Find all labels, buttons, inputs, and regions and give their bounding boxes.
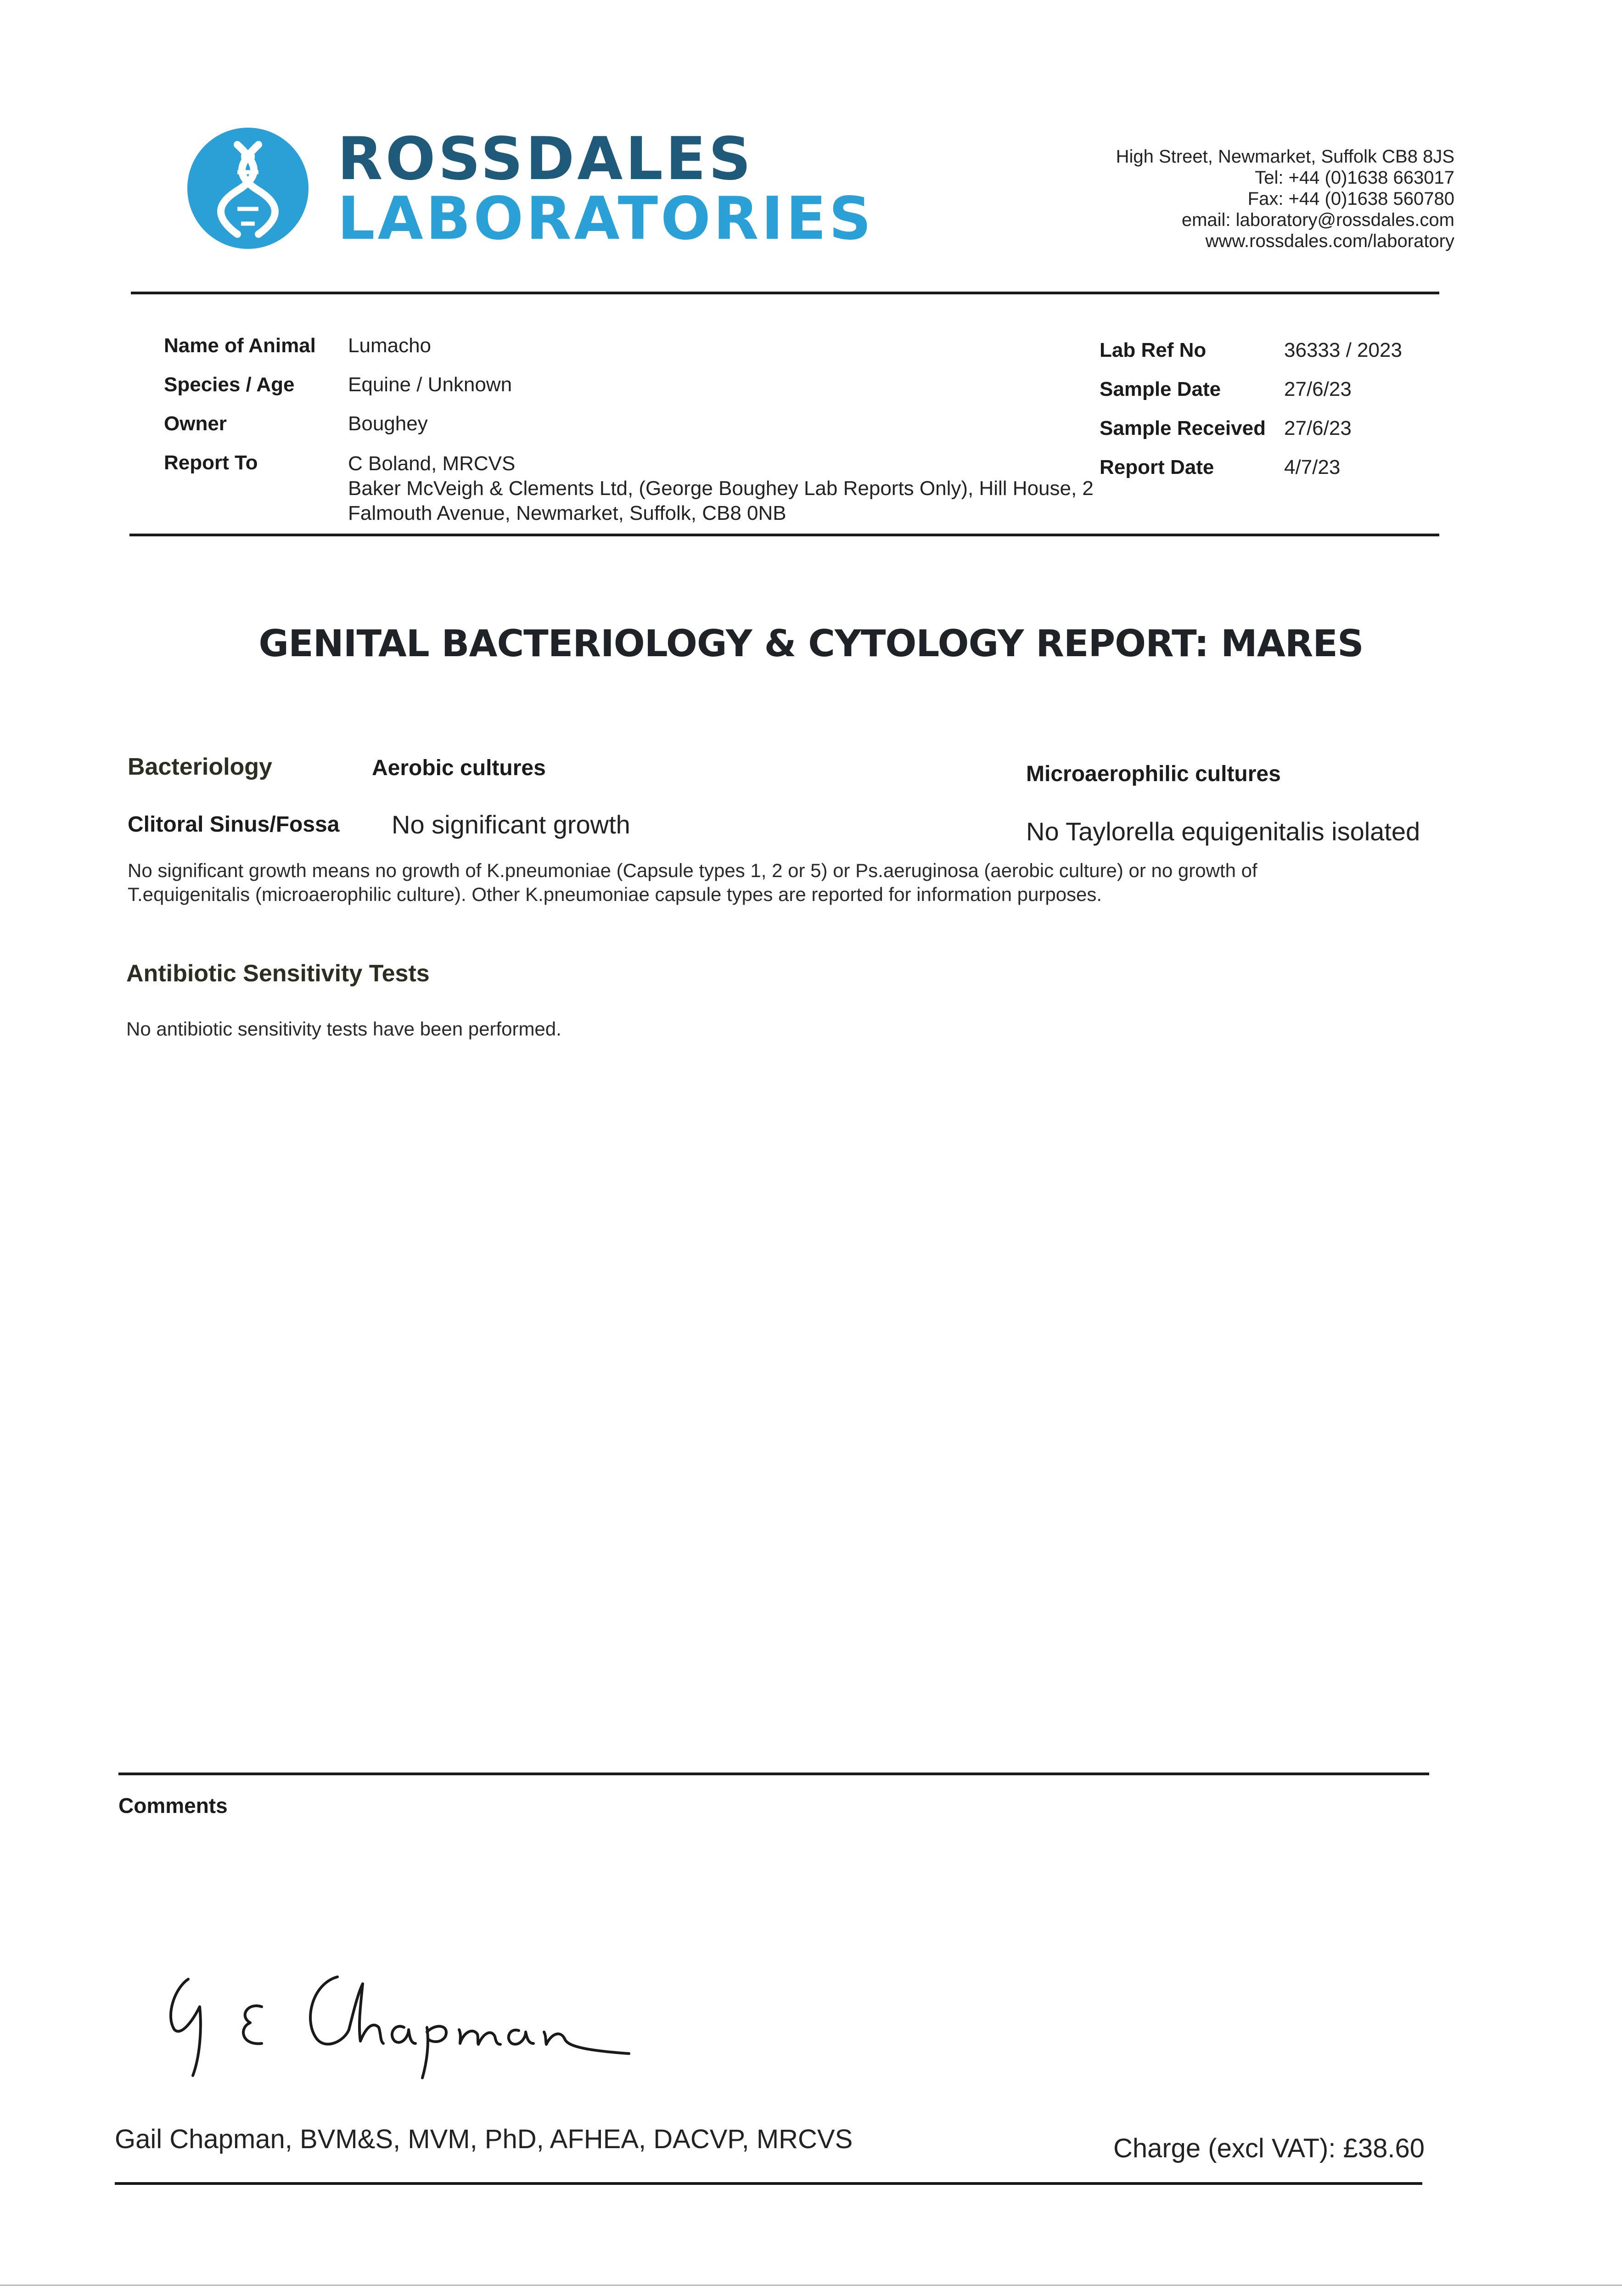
report-to-line1: C Boland, MRCVS <box>348 452 516 475</box>
microaerophilic-result: No Taylorella equigenitalis isolated <box>1026 817 1420 846</box>
sample-received-value: 27/6/23 <box>1284 417 1352 439</box>
species-age-value: Equine / Unknown <box>348 373 512 396</box>
lab-tel: Tel: +44 (0)1638 663017 <box>1255 168 1454 188</box>
sample-date-label: Sample Date <box>1100 378 1221 400</box>
lab-ref-value: 36333 / 2023 <box>1284 339 1402 361</box>
sample-date-value: 27/6/23 <box>1284 378 1352 400</box>
scan-edge <box>0 2285 1622 2286</box>
bacteriology-note-line2: T.equigenitalis (microaerophilic culture). Other K.pneumoniae capsule types are reported for information purposes. <box>128 884 1102 905</box>
owner-label: Owner <box>164 412 227 435</box>
bacteriology-note-line1: No significant growth means no growth of K.pneumoniae (Capsule types 1, 2 or 5) or Ps.aeruginosa (aerobic culture) or no growth of <box>128 860 1257 881</box>
name-of-animal-label: Name of Animal <box>164 334 316 357</box>
bacteriology-note <box>128 859 1436 906</box>
lab-ref-label: Lab Ref No <box>1100 339 1207 361</box>
charge-amount: Charge (excl VAT): £38.60 <box>1113 2133 1425 2163</box>
microaerophilic-cultures-heading: Microaerophilic cultures <box>1026 762 1281 786</box>
report-to-line3: Falmouth Avenue, Newmarket, Suffolk, CB8 0NB <box>348 502 786 524</box>
comments-divider <box>118 1773 1429 1775</box>
signatory-name: Gail Chapman, BVM&S, MVM, PhD, AFHEA, DACVP, MRCVS <box>115 2124 853 2154</box>
signature-image <box>156 1952 643 2089</box>
report-title: GENITAL BACTERIOLOGY & CYTOLOGY REPORT: MARES <box>258 622 1364 665</box>
info-divider <box>129 534 1439 536</box>
owner-value: Boughey <box>348 412 428 435</box>
lab-name-line1: ROSSDALES <box>337 125 754 193</box>
antibiotic-heading: Antibiotic Sensitivity Tests <box>126 960 430 987</box>
report-to-line2: Baker McVeigh & Clements Ltd, (George Boughey Lab Reports Only), Hill House, 2 <box>348 477 1094 500</box>
antibiotic-text: No antibiotic sensitivity tests have been performed. <box>126 1018 561 1040</box>
aerobic-cultures-heading: Aerobic cultures <box>372 756 546 780</box>
report-to-value <box>348 451 1094 526</box>
name-of-animal-value: Lumacho <box>348 334 432 357</box>
header-divider <box>131 292 1439 294</box>
dna-helix-icon <box>186 126 310 250</box>
report-date-value: 4/7/23 <box>1284 456 1341 478</box>
sample-site: Clitoral Sinus/Fossa <box>128 812 340 837</box>
species-age-label: Species / Age <box>164 373 295 396</box>
comments-heading: Comments <box>118 1794 228 1818</box>
sample-received-label: Sample Received <box>1100 417 1266 439</box>
report-to-label: Report To <box>164 451 258 474</box>
lab-name-line2: LABORATORIES <box>337 185 874 253</box>
lab-email: email: laboratory@rossdales.com <box>1181 210 1454 230</box>
report-date-label: Report Date <box>1100 456 1214 478</box>
lab-fax: Fax: +44 (0)1638 560780 <box>1247 189 1454 209</box>
aerobic-result: No significant growth <box>392 810 630 839</box>
lab-address: High Street, Newmarket, Suffolk CB8 8JS <box>1116 146 1454 167</box>
lab-contact-block <box>1116 146 1454 252</box>
lab-website: www.rossdales.com/laboratory <box>1205 231 1454 251</box>
footer-divider <box>115 2182 1422 2185</box>
bacteriology-heading: Bacteriology <box>128 754 272 780</box>
